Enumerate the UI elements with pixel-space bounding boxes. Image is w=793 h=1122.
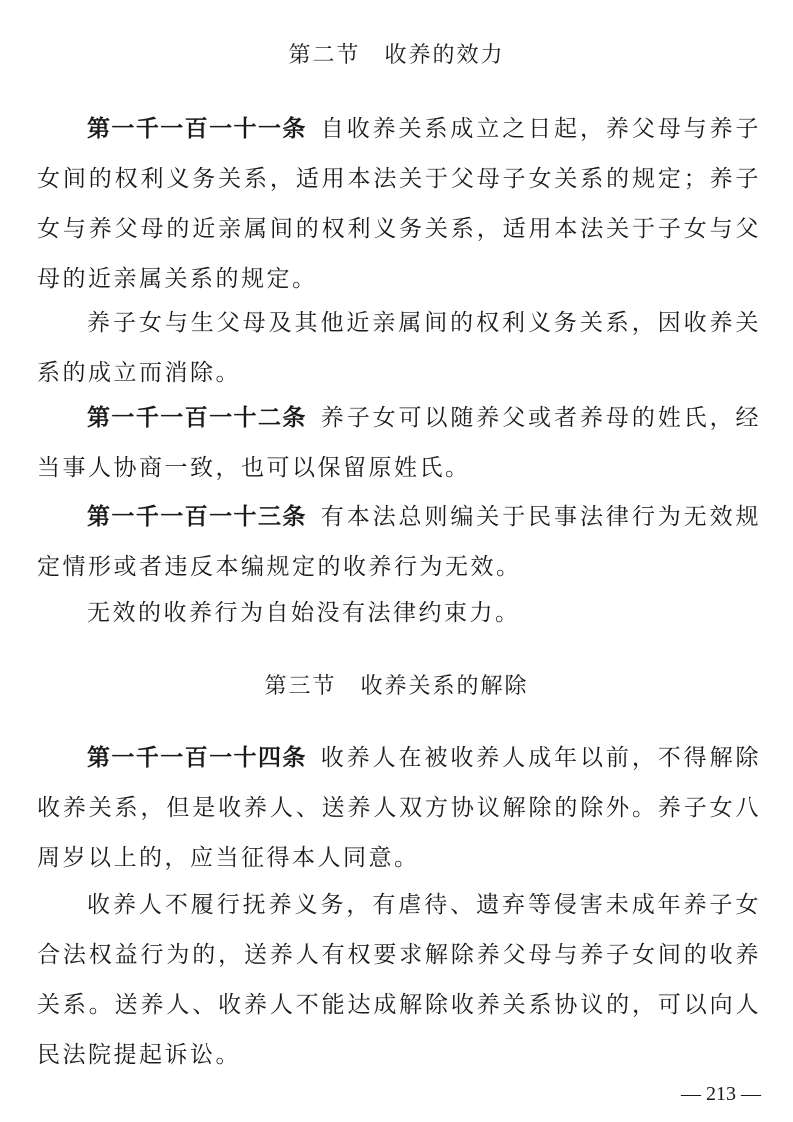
article-1114-text-2: 收养人不履行抚养义务，有虐待、遗弃等侵害未成年养子女合法权益行为的，送养人有权要求解除养父母与养子女间的收养关系。送养人、收养人不能达成解除收养关系协议的，可以向人民法院提起诉讼。 [37, 892, 761, 1068]
article-1114-paragraph-1 [37, 733, 761, 883]
article-number-1112: 第一千一百一十二条 [87, 405, 307, 431]
article-1114-text-1: 收养人在被收养人成年以前，不得解除收养关系，但是收养人、送养人双方协议解除的除外。养子女八周岁以上的，应当征得本人同意。 [37, 745, 762, 871]
article-1111-text-1: 自收养关系成立之日起，养父母与养子女间的权利义务关系，适用本法关于父母子女关系的规定；养子女与养父母的近亲属间的权利义务关系，适用本法关于子女与父母的近亲属关系的规定。 [37, 116, 762, 292]
article-1113-text-1: 有本法总则编关于民事法律行为无效规定情形或者违反本编规定的收养行为无效。 [37, 504, 762, 580]
article-number-1113: 第一千一百一十三条 [87, 504, 307, 530]
article-number-1111: 第一千一百一十一条 [87, 116, 307, 142]
article-1113-text-2: 无效的收养行为自始没有法律约束力。 [87, 600, 521, 626]
article-1111-paragraph-1 [37, 104, 761, 304]
article-1112-text-1: 养子女可以随养父或者养母的姓氏，经当事人协商一致，也可以保留原姓氏。 [37, 405, 762, 481]
article-1113-paragraph-1 [37, 492, 761, 592]
section-title-3: 第三节 收养关系的解除 [264, 674, 529, 699]
article-number-1114: 第一千一百一十四条 [87, 745, 307, 771]
page-number: — 213 — [681, 1083, 761, 1105]
article-1111-paragraph-2 [37, 298, 761, 398]
article-1113-paragraph-2 [37, 588, 761, 638]
section-title-2: 第二节 收养的效力 [288, 43, 505, 68]
article-1114-paragraph-2 [37, 880, 761, 1080]
article-1111-text-2: 养子女与生父母及其他近亲属间的权利义务关系，因收养关系的成立而消除。 [37, 310, 761, 386]
article-1112-paragraph-1 [37, 393, 761, 493]
